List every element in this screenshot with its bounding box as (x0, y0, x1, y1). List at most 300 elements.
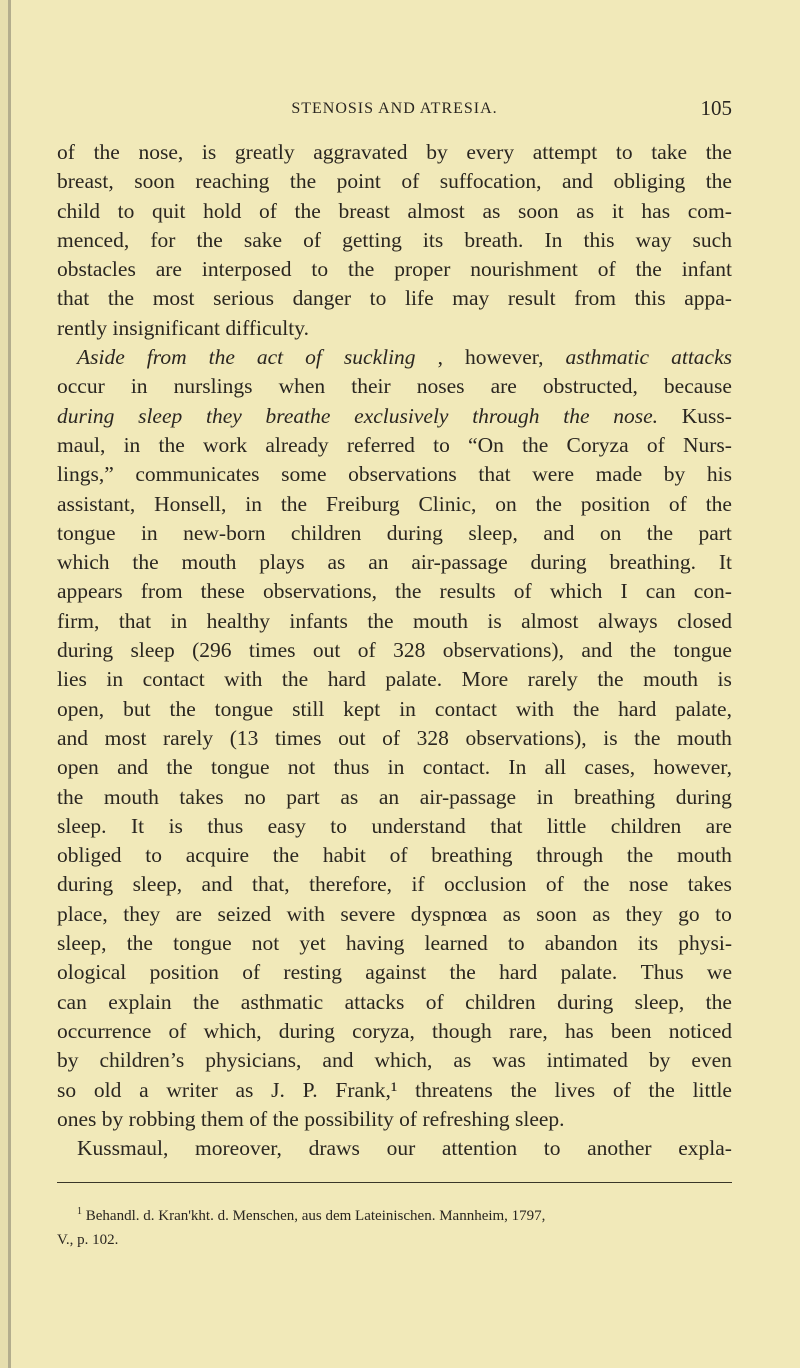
word: an (368, 550, 389, 575)
word: of (545, 872, 564, 897)
word: the (280, 491, 308, 516)
footnote-rule (57, 1182, 732, 1183)
word: in (106, 667, 124, 692)
word: greatly (234, 140, 295, 164)
word: by (57, 1048, 79, 1073)
word: so (57, 1077, 77, 1102)
word: breath. (464, 227, 524, 252)
word: sleep. (57, 813, 107, 838)
word: part (698, 520, 732, 545)
word: the (193, 989, 220, 1014)
word: occlusion (444, 872, 527, 897)
footnote-marker: 1 (77, 1206, 82, 1217)
text-line (57, 519, 732, 548)
word: may (452, 286, 490, 311)
word: draws (308, 1136, 360, 1161)
word: during (530, 550, 587, 575)
word: to (543, 1136, 561, 1161)
word: severe (340, 901, 396, 926)
word: times (248, 638, 296, 663)
text-line (57, 841, 732, 870)
word: to (615, 140, 633, 164)
word: threatens (415, 1077, 493, 1102)
word: and (57, 725, 89, 750)
word: with (224, 667, 263, 692)
word: assistant, (57, 491, 136, 516)
word: can (57, 989, 87, 1014)
word: been (610, 1018, 652, 1043)
word: these (200, 579, 245, 604)
word: of (258, 198, 277, 223)
text-line (57, 284, 732, 313)
word: kept (343, 696, 381, 721)
word: our (386, 1136, 416, 1161)
word: by (648, 1048, 671, 1073)
word: of (401, 169, 420, 194)
word: as (576, 198, 595, 223)
word: easy (267, 813, 306, 838)
word: in (130, 374, 148, 399)
word: of (646, 432, 665, 457)
word: to (715, 901, 732, 926)
word: obstructed, (542, 374, 638, 399)
word: most (152, 286, 195, 311)
word: made (595, 462, 643, 487)
text-line (57, 460, 732, 489)
word: from (146, 345, 187, 370)
word: the (563, 403, 590, 428)
word: on (495, 491, 517, 516)
word: infants (289, 608, 348, 633)
word: but (123, 696, 151, 721)
word: we (706, 960, 732, 985)
word: obliged (57, 843, 122, 868)
word: as (235, 1077, 254, 1102)
word: the (281, 667, 309, 692)
word: the (93, 140, 120, 164)
word: J. (271, 1077, 285, 1102)
text-line (57, 167, 732, 196)
word: work (203, 432, 248, 457)
word: are (490, 374, 517, 399)
word: the (158, 432, 185, 457)
word: children’s (99, 1048, 185, 1073)
word: healthy (206, 608, 270, 633)
word: the (126, 931, 153, 956)
word: breast (338, 198, 390, 223)
word: and (561, 169, 594, 194)
word: palate, (675, 696, 732, 721)
word: it (611, 198, 624, 223)
word: habit (322, 843, 366, 868)
word: when (278, 374, 326, 399)
word: nose (628, 872, 669, 897)
word: acquire (185, 843, 250, 868)
word: understand (371, 813, 466, 838)
word: rarely (163, 725, 214, 750)
word: coryza, (352, 1018, 415, 1043)
word: already (265, 432, 329, 457)
word: takes (179, 784, 224, 809)
word: new-born (183, 520, 266, 545)
word: occur (57, 374, 105, 399)
word: through (472, 403, 540, 428)
word: the (648, 1077, 675, 1102)
word: observations), (465, 725, 587, 750)
word: of (668, 491, 687, 516)
word: (13 (229, 725, 259, 750)
text-line (57, 226, 732, 255)
word: in (536, 784, 554, 809)
word: serious (213, 286, 275, 311)
word: sleep, (132, 872, 183, 897)
text-line (57, 636, 732, 665)
word: explain (108, 989, 172, 1014)
word: to (330, 813, 348, 838)
text-line (57, 1046, 732, 1075)
text-line (57, 402, 732, 431)
word: however, (464, 345, 544, 370)
word: were (532, 462, 574, 487)
word: as (340, 784, 359, 809)
text-line (57, 138, 732, 167)
word: lives (554, 1077, 596, 1102)
word: that, (252, 872, 290, 897)
word: the (597, 667, 624, 692)
word: during (278, 1018, 335, 1043)
page-margin (0, 0, 8, 1368)
word: life (404, 286, 434, 311)
word: tongue (214, 696, 274, 721)
word: little (546, 813, 587, 838)
word: Frank,¹ (335, 1077, 398, 1102)
text-line (57, 372, 732, 401)
word: children (465, 989, 536, 1014)
word: air-passage (419, 784, 517, 809)
word: referred (346, 432, 415, 457)
word: its (422, 227, 444, 252)
word: writer (166, 1077, 218, 1102)
word: if (411, 872, 425, 897)
text-line (57, 988, 732, 1017)
word: observations), (442, 638, 564, 663)
word: the (522, 432, 549, 457)
word: having (345, 931, 405, 956)
text-line (57, 665, 732, 694)
word: thus (333, 755, 370, 780)
word: tongue (57, 520, 116, 545)
word: in (123, 432, 141, 457)
word: to (145, 843, 162, 868)
word: of (597, 257, 616, 282)
word: In (544, 227, 563, 252)
word: some (281, 462, 327, 487)
word: sleep (138, 403, 183, 428)
word: proper (394, 257, 451, 282)
word: the (169, 696, 196, 721)
word: 328 (416, 725, 449, 750)
page-header (57, 96, 732, 124)
word: the (635, 257, 662, 282)
word: has (565, 1018, 594, 1043)
word: times (274, 725, 322, 750)
word: the (196, 227, 223, 252)
footnote-text: Behandl. d. Kran'kht. d. Menschen, aus dem Lateinischen. Mannheim, 1797, (85, 1208, 546, 1224)
word: of (303, 227, 322, 252)
word: (296 (192, 638, 232, 663)
word: breathing (431, 843, 513, 868)
word: during (57, 638, 114, 663)
word: sleep (130, 638, 175, 663)
word: Thus (640, 960, 684, 985)
word: of (305, 345, 322, 370)
word: and (117, 755, 149, 780)
word: are (705, 813, 732, 838)
word: little (692, 1077, 732, 1102)
word: “On (468, 432, 504, 457)
word: breathing (573, 784, 656, 809)
text-line (57, 607, 732, 636)
word: the (208, 345, 235, 370)
word: out (312, 638, 341, 663)
word: closed (677, 608, 732, 633)
text-line (57, 783, 732, 812)
word: their (351, 374, 391, 399)
word: takes (687, 872, 732, 897)
word: firm, (57, 608, 100, 633)
word: 328 (393, 638, 426, 663)
word: as (502, 901, 521, 926)
word: is (603, 725, 618, 750)
word: In (508, 755, 527, 780)
word: Kussmaul, (77, 1136, 169, 1161)
word: tongue (173, 931, 232, 956)
word: open, (57, 696, 105, 721)
word: are (155, 257, 182, 282)
word: mouth (676, 725, 732, 750)
text-line (57, 753, 732, 782)
word: physi- (678, 931, 732, 956)
word: the (294, 198, 321, 223)
word: which, (203, 1018, 262, 1043)
word: the (583, 872, 610, 897)
word: soon (536, 901, 577, 926)
word: this (634, 286, 666, 311)
word: Clinic, (418, 491, 477, 516)
text-line (57, 900, 732, 929)
word: position (580, 491, 651, 516)
word: results (439, 579, 496, 604)
word: go (678, 901, 700, 926)
word: to (117, 198, 135, 223)
word: against (365, 960, 427, 985)
word: breathing. (609, 550, 697, 575)
word: and (322, 1048, 354, 1073)
word: suckling (343, 345, 416, 370)
word: as (327, 550, 346, 575)
word: from (140, 579, 183, 604)
word: hard (499, 960, 538, 985)
word: which (549, 579, 603, 604)
word: mouth (676, 843, 732, 868)
word: mouth (103, 784, 159, 809)
word: children (290, 520, 362, 545)
word: most (104, 725, 147, 750)
word: the (272, 843, 300, 868)
word: learned (424, 931, 488, 956)
word: reaching (195, 169, 270, 194)
word: which, (374, 1048, 433, 1073)
word: to (311, 257, 329, 282)
word: resting (283, 960, 342, 985)
text-line (57, 929, 732, 958)
word: of (389, 843, 408, 868)
word: breathe (265, 403, 331, 428)
word: its (637, 931, 659, 956)
word: Coryza (566, 432, 629, 457)
word: quit (152, 198, 186, 223)
word: on (599, 520, 622, 545)
word: palate. (385, 667, 443, 692)
text-segment: rently insignificant difficulty. (57, 315, 309, 340)
word: More (461, 667, 509, 692)
word: appa- (684, 286, 732, 311)
word: nourishment (470, 257, 578, 282)
word: is (168, 813, 183, 838)
word: not (287, 755, 316, 780)
word: a (139, 1077, 149, 1102)
word: nose, (138, 140, 184, 164)
word: mouth (413, 608, 468, 633)
word: con- (693, 579, 732, 604)
footnote-line-2: V., p. 102. (57, 1232, 119, 1248)
word: Nurs- (682, 432, 732, 457)
word: Freiburg (325, 491, 400, 516)
word: the (367, 608, 394, 633)
word: the (634, 725, 661, 750)
word: the (572, 696, 600, 721)
word: observations, (262, 579, 378, 604)
word: is (487, 608, 502, 633)
footnote-line-1 (57, 1200, 732, 1228)
word: the (705, 140, 732, 164)
word: mouth (643, 667, 699, 692)
word: during (557, 989, 614, 1014)
word: the (107, 286, 135, 311)
word: an (378, 784, 400, 809)
text-line (57, 548, 732, 577)
word: place, (57, 901, 108, 926)
text-line (57, 695, 732, 724)
word: they (625, 901, 663, 926)
word: for (150, 227, 176, 252)
text-line (57, 314, 732, 343)
word: of (242, 960, 261, 985)
text-line (57, 870, 732, 899)
word: during (57, 403, 115, 428)
text-line (57, 812, 732, 841)
word: even (691, 1048, 732, 1073)
word: tongue (673, 638, 732, 663)
word: the (289, 169, 317, 194)
word: sake (243, 227, 283, 252)
word: palate. (560, 960, 618, 985)
word: that (478, 462, 511, 487)
word: hold (203, 198, 242, 223)
word: however, (653, 755, 732, 780)
word: cases, (584, 755, 636, 780)
word: noses (416, 374, 465, 399)
word: intimated (546, 1048, 628, 1073)
text-line (57, 343, 732, 372)
word: is (201, 140, 217, 164)
word: though (432, 1018, 492, 1043)
word: all (544, 755, 567, 780)
word: of (382, 725, 401, 750)
word: expla- (678, 1136, 732, 1161)
word: attempt (532, 140, 598, 164)
word: menced, (57, 227, 130, 252)
word: in (399, 696, 416, 721)
word: by (426, 140, 448, 164)
word: ological (57, 960, 127, 985)
word: is (717, 667, 732, 692)
word: Honsell, (154, 491, 227, 516)
word: nurslings (173, 374, 253, 399)
word: the (510, 1077, 537, 1102)
word: the (348, 257, 375, 282)
word: act (256, 345, 284, 370)
word: the (395, 579, 422, 604)
text-line (57, 1076, 732, 1105)
word: the (646, 520, 674, 545)
word: therefore, (309, 872, 393, 897)
word: that (490, 813, 523, 838)
word: communicates (135, 462, 260, 487)
word: way (635, 227, 672, 252)
word: in (140, 520, 158, 545)
word: position (149, 960, 219, 985)
word: they (123, 901, 161, 926)
word: they (206, 403, 242, 428)
word: seized (217, 901, 272, 926)
word: point (336, 169, 381, 194)
word: danger (292, 286, 352, 311)
word: attacks (671, 345, 732, 370)
word: are (175, 901, 202, 926)
word: maul, (57, 432, 106, 457)
word: observations (348, 462, 457, 487)
word: as (482, 198, 501, 223)
word: and (201, 872, 233, 897)
word: result (507, 286, 556, 311)
word: as (453, 1048, 472, 1073)
word: tongue (210, 755, 270, 780)
word: infant (681, 257, 732, 282)
word: from (574, 286, 616, 311)
word: old (93, 1077, 122, 1102)
text-line (57, 577, 732, 606)
word: children (610, 813, 682, 838)
text-line (57, 958, 732, 987)
word: to (433, 432, 450, 457)
word: hard (618, 696, 657, 721)
word: almost (407, 198, 465, 223)
word: child (57, 198, 100, 223)
word: attacks (344, 989, 405, 1014)
word: the (705, 169, 732, 194)
text-line (57, 724, 732, 753)
